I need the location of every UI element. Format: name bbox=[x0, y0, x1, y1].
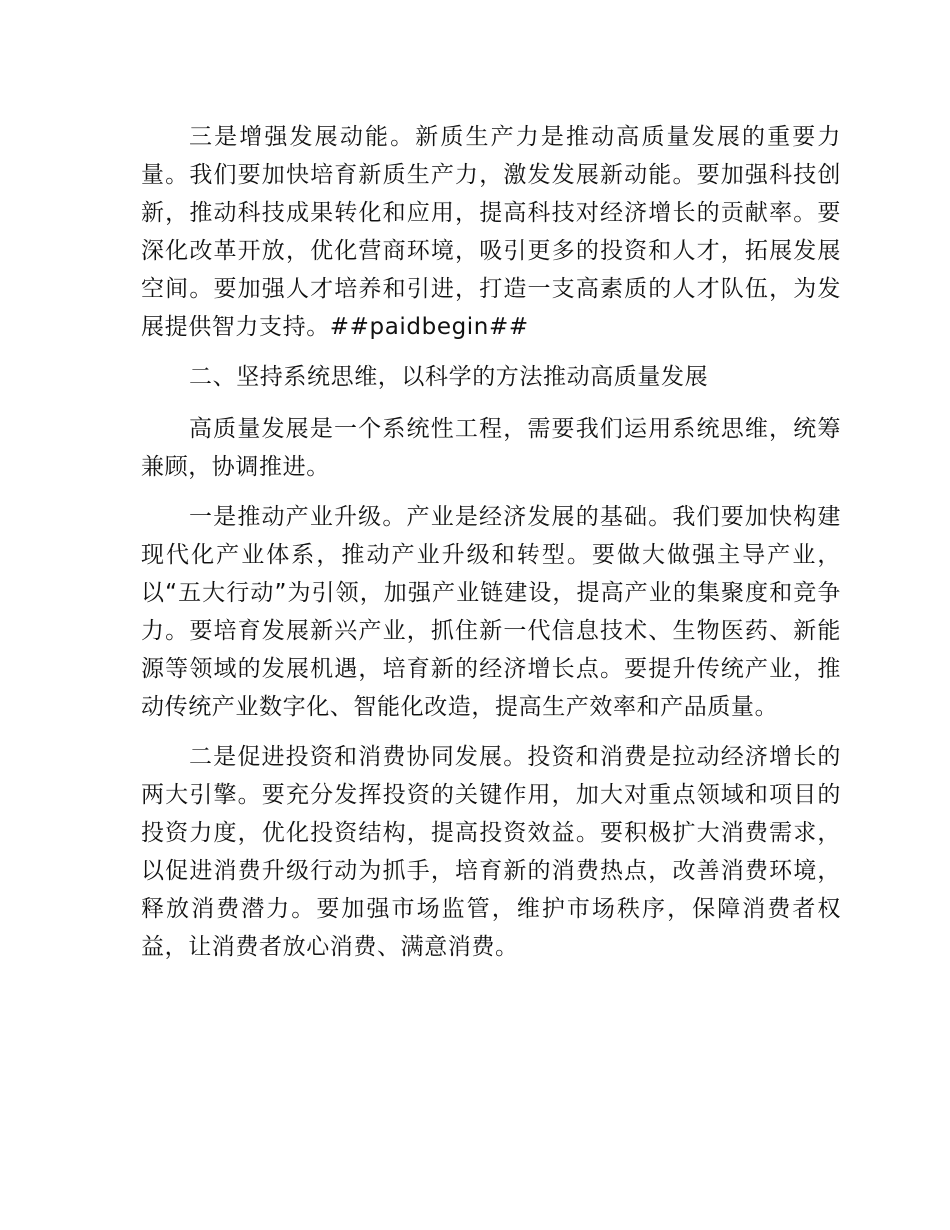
paragraph-industry-upgrade: 一是推动产业升级。产业是经济发展的基础。我们要加快构建现代化产业体系，推动产业升级和转型。要做大做强主导产业，以“五大行动”为引领，加强产业链建设，提高产业的集聚度和竞争力。要培育发展新兴产业，抓住新一代信息技术、生物医药、新能源等领域的发展机遇，培育新的经济增长点。要提升传统产业，推动传统产业数字化、智能化改造，提高生产效率和产品质量。 bbox=[141, 504, 841, 720]
paragraph-strengthen-momentum: 三是增强发展动能。新质生产力是推动高质量发展的重要力量。我们要加快培育新质生产力，激发发展新动能。要加强科技创新，推动科技成果转化和应用，提高科技对经济增长的贡献率。要深化改革开放，优化营商环境，吸引更多的投资和人才，拓展发展空间。要加强人才培养和引进，打造一支高素质的人才队伍，为发展提供智力支持。##paidbegin## bbox=[141, 124, 841, 340]
paragraph-investment-consumption: 二是促进投资和消费协同发展。投资和消费是拉动经济增长的两大引擎。要充分发挥投资的关键作用，加大对重点领域和项目的投资力度，优化投资结构，提高投资效益。要积极扩大消费需求，以促进消费升级行动为抓手，培育新的消费热点，改善消费环境，释放消费潜力。要加强市场监管，维护市场秩序，保障消费者权益，让消费者放心消费、满意消费。 bbox=[141, 744, 841, 960]
section-heading-systematic-thinking: 二、坚持系统思维，以科学的方法推动高质量发展 bbox=[189, 364, 709, 390]
paragraph-systematic-project: 高质量发展是一个系统性工程，需要我们运用系统思维，统筹兼顾，协调推进。 bbox=[141, 416, 841, 480]
document-body bbox=[141, 118, 841, 978]
